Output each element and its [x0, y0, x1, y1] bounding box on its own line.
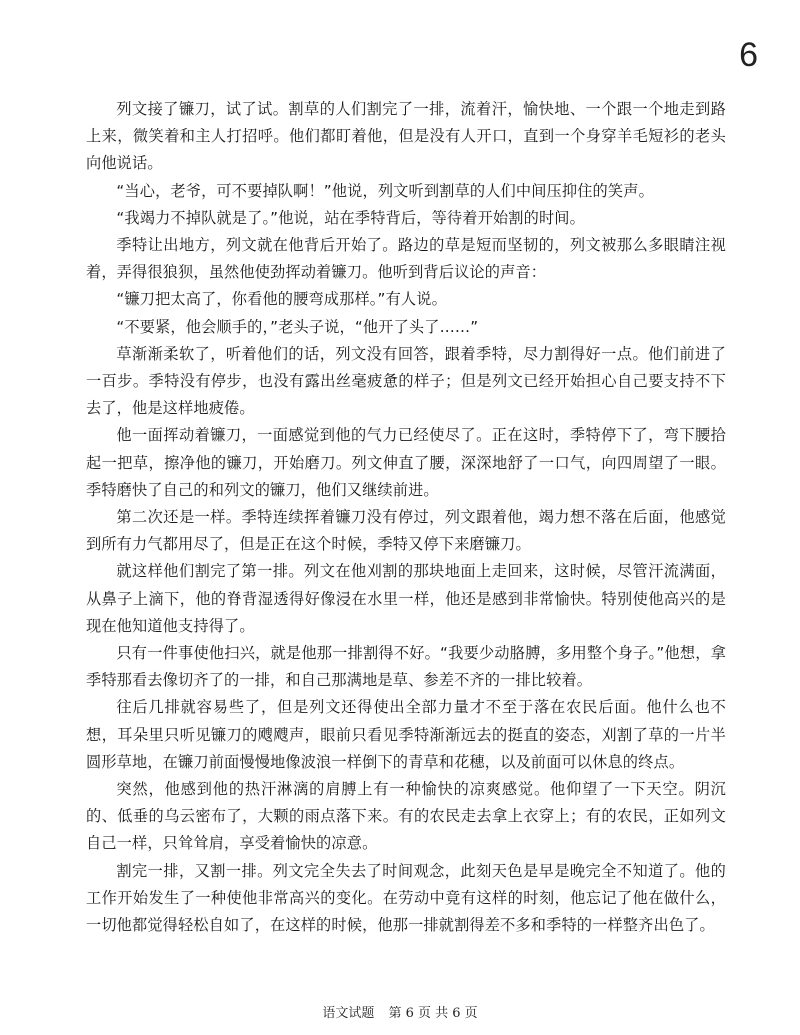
paragraph: 突然，他感到他的热汗淋漓的肩膊上有一种愉快的凉爽感觉。他仰望了一下天空。阴沉的、低垂的乌云密布了，大颗的雨点落下来。有的农民走去拿上衣穿上；有的农民，正如列文自己一样，只耸耸肩，享受着愉快的凉意。 [86, 780, 726, 853]
footer-subject: 语文试题 [322, 1006, 375, 1021]
paragraph: 草渐渐柔软了，听着他们的话，列文没有回答，跟着季特，尽力割得好一点。他们前进了一百步。季特没有停步，也没有露出丝毫疲惫的样子；但是列文已经开始担心自己要支持不下去了，他是这样地疲倦。 [86, 344, 726, 418]
paragraph: 就这样他们割完了第一排。列文在他刈割的那块地面上走回来，这时候，尽管汗流满面，从鼻子上滴下，他的脊背湿透得好像浸在水里一样，他还是感到非常愉快。特别使他高兴的是现在他知道他支持得了。 [86, 562, 726, 635]
article-body [86, 96, 726, 939]
paragraph: “镰刀把太高了，你看他的腰弯成那样。”有人说。 [116, 290, 447, 309]
paragraph: “当心，老爷，可不要掉队啊！”他说，列文听到割草的人们中间压抑住的笑声。 [116, 181, 654, 200]
paragraph: 第二次还是一样。季特连续挥着镰刀没有停过，列文跟着他，竭力想不落在后面，他感觉到所有力气都用尽了，但是正在这个时候，季特又停下来磨镰刀。 [86, 508, 726, 554]
footer-page-info: 第 6 页 共 6 页 [388, 1006, 478, 1021]
paragraph: “我竭力不掉队就是了。”他说，站在季特背后，等待着开始割的时间。 [116, 208, 585, 227]
paragraph: 列文接了镰刀，试了试。割草的人们割完了一排，流着汗，愉快地、一个跟一个地走到路上来，微笑着和主人打招呼。他们都盯着他，但是没有人开口，直到一个身穿羊毛短衫的老头向他说话。 [86, 100, 726, 173]
paragraph: 割完一排，又割一排。列文完全失去了时间观念，此刻天色是早是晚完全不知道了。他的工作开始发生了一种使他非常高兴的变化。在劳动中竟有这样的时刻，他忘记了他在做什么，一切他都觉得轻松自如了，在这样的时候，他那一排就割得差不多和季特的一样整齐出色了。 [86, 861, 726, 935]
paragraph: “不要紧，他会顺手的，”老头子说，“他开了头了……” [116, 317, 479, 336]
paragraph: 只有一件事使他扫兴，就是他那一排割得不好。“我要少动胳膊，多用整个身子。”他想，拿季特那看去像切齐了的一排，和自己那满地是草、参差不齐的一排比较着。 [86, 644, 726, 690]
paragraph: 他一面挥动着镰刀，一面感觉到他的气力已经使尽了。正在这时，季特停下了，弯下腰拾起一把草，擦净他的镰刀，开始磨刀。列文伸直了腰，深深地舒了一口气，向四周望了一眼。季特磨快了自己的和列文的镰刀，他们又继续前进。 [86, 426, 726, 499]
page-footer [0, 1002, 800, 1021]
paragraph: 往后几排就容易些了，但是列文还得使出全部力量才不至于落在农民后面。他什么也不想，耳朵里只听见镰刀的飕飕声，眼前只看见季特渐渐远去的挺直的姿态，刈割了草的一片半圆形草地，在镰刀前面慢慢地像波浪一样倒下的青草和花穗，以及前面可以休息的终点。 [86, 698, 726, 771]
page-number: 6 [739, 36, 758, 74]
paragraph: 季特让出地方，列文就在他背后开始了。路边的草是短而坚韧的，列文被那么多眼睛注视着，弄得很狼狈，虽然他使劲挥动着镰刀。他听到背后议论的声音： [86, 236, 726, 282]
